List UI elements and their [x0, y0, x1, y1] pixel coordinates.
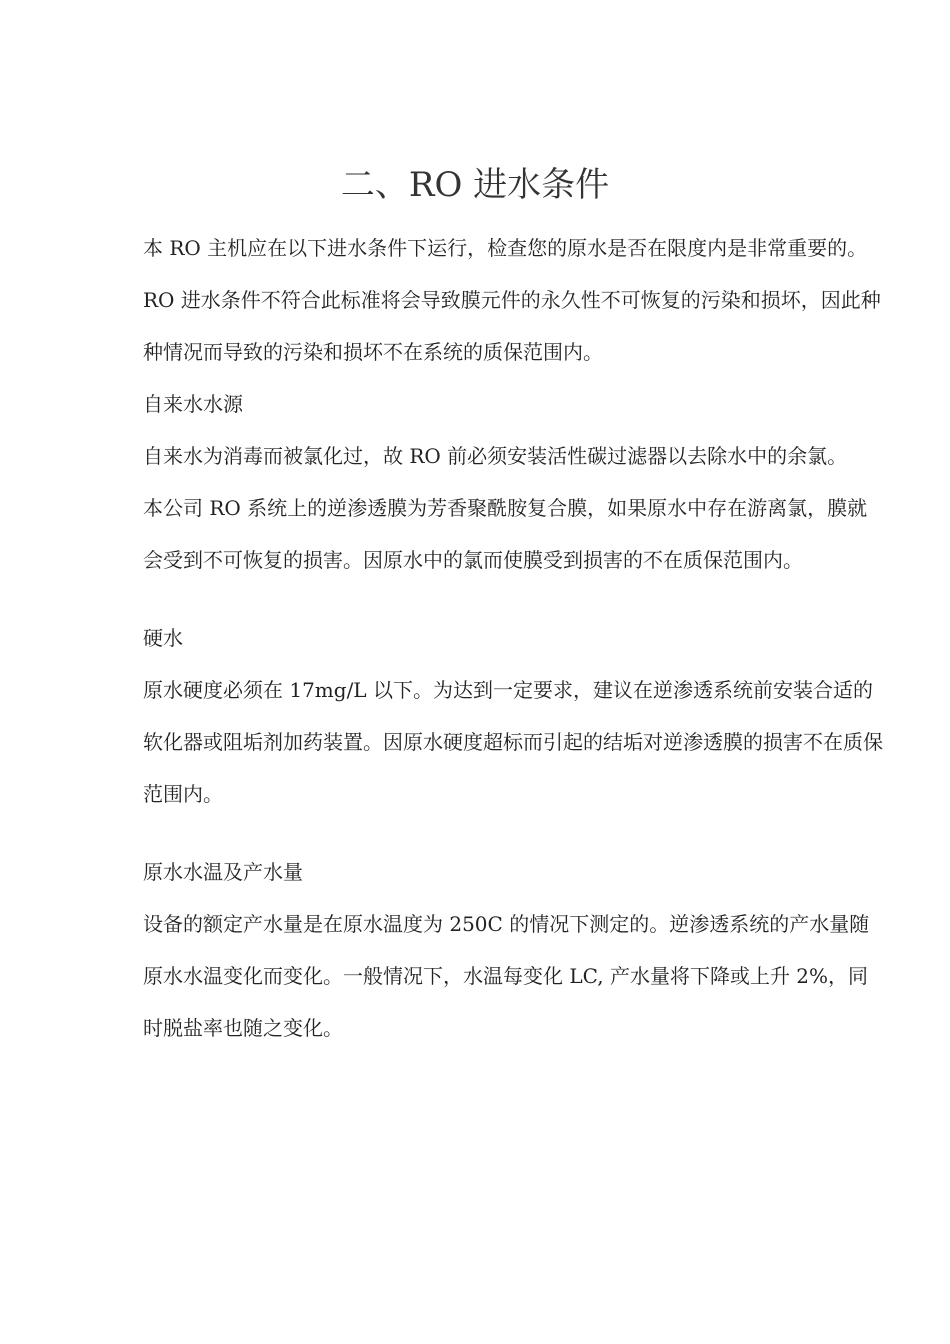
page-title: 二、RO 进水条件	[340, 165, 610, 205]
section-heading: 硬水	[143, 626, 183, 650]
section-spacer	[143, 586, 883, 612]
section-spacer	[143, 820, 883, 846]
section-heading: 原水水温及产水量	[143, 860, 303, 884]
section-water-temperature	[143, 846, 883, 1054]
section-hard-water	[143, 612, 883, 820]
section-paragraph: 本公司 RO 系统上的逆渗透膜为芳香聚酰胺复合膜，如果原水中存在游离氯，膜就会受到不可恢复的损害。因原水中的氯而使膜受到损害的不在质保范围内。	[143, 496, 868, 572]
section-paragraph: 原水硬度必须在 17mg/L 以下。为达到一定要求，建议在逆渗透系统前安装合适的软化器或阻垢剂加药装置。因原水硬度超标而引起的结垢对逆渗透膜的损害不在质保范围内。	[143, 678, 883, 806]
intro-paragraph: 本 RO 主机应在以下进水条件下运行，检查您的原水是否在限度内是非常重要的。RO 进水条件不符合此标准将会导致膜元件的永久性不可恢复的污染和损坏，因此种种情况而导致的污染和损坏不在系统的质保范围内。	[143, 236, 881, 364]
document-body	[143, 222, 883, 1054]
section-tap-water	[143, 378, 883, 586]
section-paragraph: 自来水为消毒而被氯化过，故 RO 前必须安装活性碳过滤器以去除水中的余氯。	[143, 444, 848, 468]
section-heading: 自来水水源	[143, 392, 243, 416]
section-paragraph: 设备的额定产水量是在原水温度为 250C 的情况下测定的。逆渗透系统的产水量随原水水温变化而变化。一般情况下，水温每变化 LC, 产水量将下降或上升 2%，同时脱盐率也随之变化。	[143, 912, 870, 1040]
